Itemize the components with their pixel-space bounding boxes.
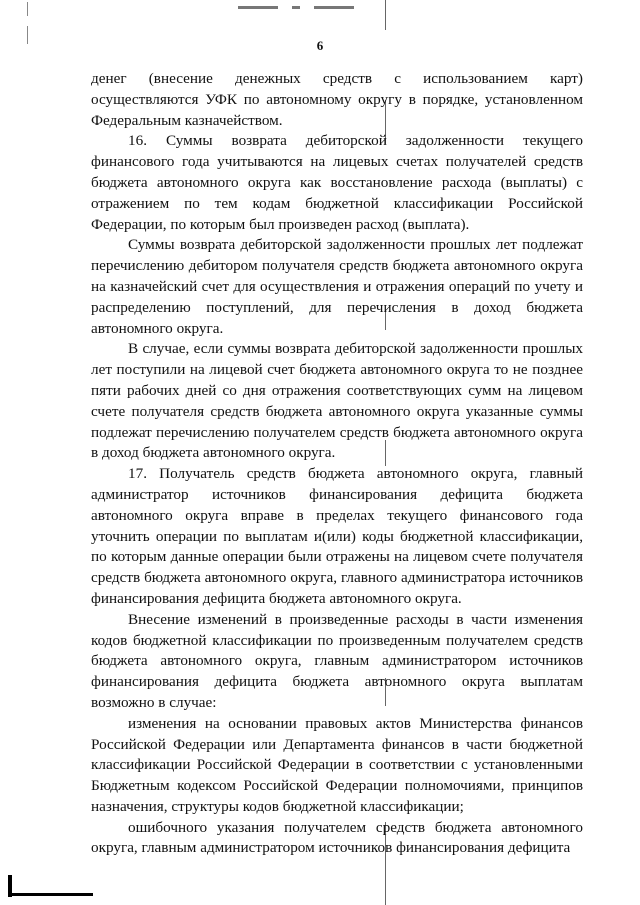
paragraph: Внесение изменений в произведенные расходы в части изменения кодов бюджетной классификации по произведенным получателем средств бюджета автономного округа, главным администратором источников финансирования дефицита бюджета автономного округа выплатам возможно в случае: [91,610,583,711]
scan-artifact-top [0,0,640,20]
scan-blot [314,6,354,9]
paragraph: ошибочного указания получателем средств бюджета автономного округа, главным администратором источников финансирования дефицита [91,818,583,857]
scan-margin-mark [27,2,28,16]
scan-blot [238,6,278,9]
paragraph: 16. Суммы возврата дебиторской задолженности текущего финансового года учитываются на лицевых счетах получателей средств бюджета автономного округа как восстановление расхода (выплаты) с отражением по тем кодам бюджетной классификации Российской Федерации, по которым был произведен расход (выплата). [91,132,583,233]
paragraph: изменения на основании правовых актов Министерства финансов Российской Федерации или Департамента финансов в части бюджетной классификации Российской Федерации в соответствии с установленными Бюджетным кодексом Российской Федерации полномочиями, принципов назначения, структуры кодов бюджетной классификации; [91,714,583,815]
paragraph: В случае, если суммы возврата дебиторской задолженности прошлых лет поступили на лицевой счет бюджета автономного округа то не позднее пяти рабочих дней со дня отражения соответствующих сумм на лицевом счете получателя средств бюджета автономного округа указанные суммы подлежат перечислению получателем средств бюджета автономного округа в доход бюджета автономного округа. [91,340,583,462]
page-number: 6 [316,38,324,53]
scan-corner-mark [8,893,93,896]
scan-blot [292,6,300,9]
fold-line [385,0,386,30]
document-body [91,69,583,859]
paragraph: денег (внесение денежных средств с использованием карт) осуществляются УФК по автономному округу в порядке, установленном Федеральным казначейством. [91,70,583,129]
paragraph: 17. Получатель средств бюджета автономного округа, главный администратор источников финансирования дефицита бюджета автономного округа вправе в пределах текущего финансового года уточнить операции по выплатам и(или) коды бюджетной классификации, по которым данные операции были отражены на лицевом счете получателя средств бюджета автономного округа, главного администратора источников финансирования дефицита бюджета автономного округа. [91,465,583,607]
paragraph: Суммы возврата дебиторской задолженности прошлых лет подлежат перечислению дебитором получателя средств бюджета автономного округа на казначейский счет для осуществления и отражения операций по учету и распределению поступлений, для перечисления в доход бюджета автономного округа. [91,236,583,337]
